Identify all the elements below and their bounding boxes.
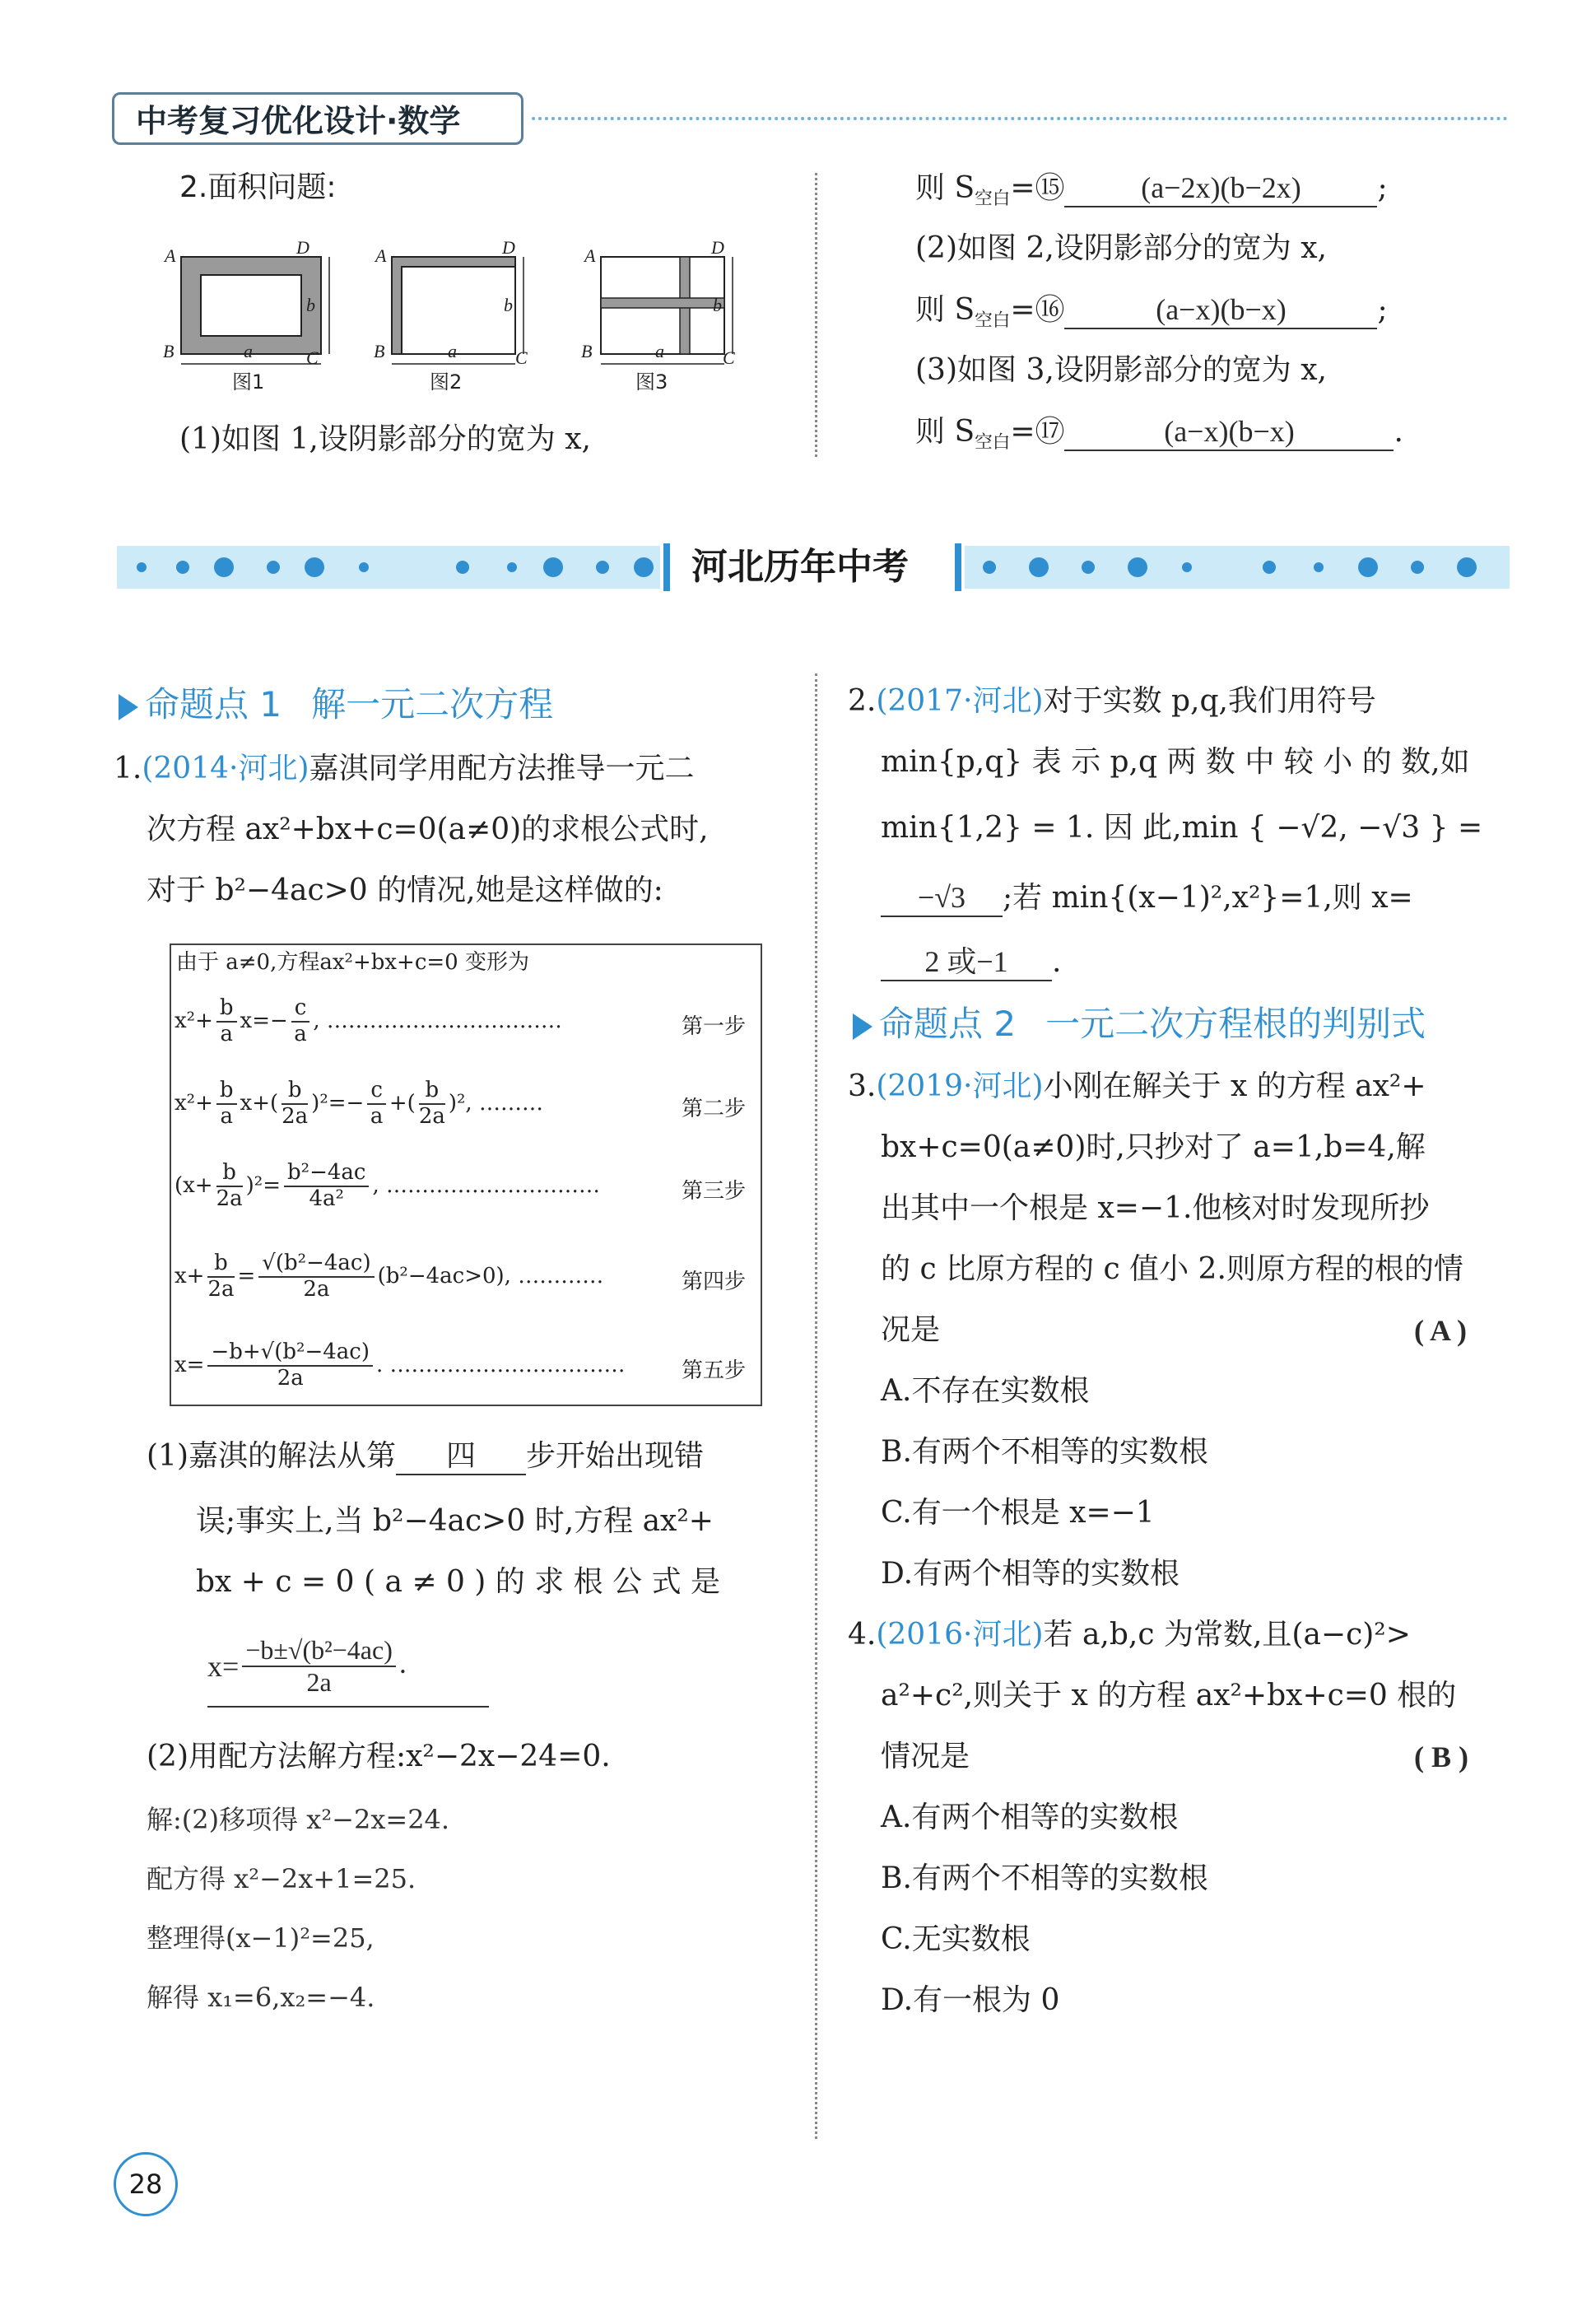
banner-bar-left — [663, 543, 670, 591]
banner-title: 河北历年中考 — [691, 546, 909, 588]
fig3-caption: 图3 — [635, 370, 668, 394]
q4-line3: 情况是 — [881, 1740, 970, 1773]
q1-part2: (2)用配方法解方程:x²−2x−24=0. — [147, 1740, 611, 1773]
fig2-label-height: b — [504, 295, 513, 315]
q2-answer-1: −√3 — [881, 879, 1003, 917]
step4-equation: x+ $\frac{b}{2a}$ = $\frac{\text{√(b²−4ac)}}{2a}$ (b²−4ac>0), ………… — [174, 1251, 604, 1302]
step1-equation: x²+ $\frac{b}{a}$ x=− $\frac{c}{a}$ , …………………………… — [174, 995, 562, 1046]
q2-line1: 2.(2017·河北)对于实数 p,q,我们用符号 — [848, 684, 1376, 718]
q4-option-d: D.有一根为 0 — [881, 1983, 1060, 2017]
q4-option-a: A.有两个相等的实数根 — [881, 1801, 1179, 1834]
q4-option-b: B.有两个不相等的实数根 — [881, 1861, 1208, 1895]
q1-solution-line1: 解:(2)移项得 x²−2x=24. — [147, 1804, 450, 1835]
q3-line3: 出其中一个根是 x=−1.他核对时发现所抄 — [881, 1191, 1430, 1225]
area-r2: 则 $S_{空白}=⑯$ (a−x)(b−x) ; — [915, 293, 1388, 332]
q1-solution-line2: 配方得 x²−2x+1=25. — [147, 1863, 416, 1894]
q1-part1-answer: 四 — [396, 1437, 526, 1475]
q3-option-c: C.有一个根是 x=−1 — [881, 1496, 1155, 1530]
step1-label: 第一步 — [682, 1014, 747, 1039]
area-r1-answer: (a−2x)(b−2x) — [1064, 170, 1377, 207]
fig2-label-d: D — [502, 237, 515, 258]
column-separator-bottom — [815, 673, 817, 2139]
header-dotted-rule — [532, 117, 1508, 120]
q2-line2: min{p,q} 表 示 p,q 两 数 中 较 小 的 数,如 — [881, 745, 1470, 779]
fig1-inner-blank — [201, 275, 301, 336]
area-heading: 2.面积问题: — [179, 170, 337, 204]
fig3-label-width: a — [655, 341, 664, 361]
q1-line3: 对于 b²−4ac>0 的情况,她是这样做的: — [147, 874, 663, 907]
q3-option-d: D.有两个相等的实数根 — [881, 1557, 1180, 1591]
banner-bar-right — [955, 543, 961, 591]
fig2-label-a: A — [375, 245, 387, 266]
area-r1: 则 $S_{空白}=⑮$ (a−2x)(b−2x) ; — [915, 171, 1388, 210]
q4-line1: 4.(2016·河北)若 a,b,c 为常数,且(a−c)²> — [848, 1618, 1411, 1652]
step5-label: 第五步 — [682, 1358, 747, 1383]
box-intro: 由于 a≠0,方程ax²+bx+c=0 变形为 — [176, 950, 529, 975]
fig3-label-c: C — [723, 347, 735, 368]
q1-derivation-box — [170, 944, 762, 1406]
section-1-triangle-icon — [119, 694, 138, 720]
q1-part1-line2: 误;事实上,当 b²−4ac>0 时,方程 ax²+ — [196, 1504, 714, 1538]
step2-equation: x²+ $\frac{b}{a}$ x+( $\frac{b}{2a}$ )²=− $\frac{c}{a}$ +( $\frac{b}{2a}$ )², ……… — [174, 1078, 543, 1129]
q1-solution-line4: 解得 x₁=6,x₂=−4. — [147, 1982, 375, 2013]
area-r3-answer: (a−x)(b−x) — [1064, 413, 1394, 451]
fig1-label-width: a — [244, 341, 253, 361]
section-1-heading: 命题点 1 解一元二次方程 — [119, 683, 553, 726]
fig1-label-b: B — [163, 341, 174, 361]
step3-label: 第三步 — [682, 1179, 747, 1204]
section-2-heading: 命题点 2 一元二次方程根的判别式 — [853, 1003, 1426, 1046]
fig3-label-height: b — [713, 295, 722, 315]
area-q1-text: (1)如图 1,设阴影部分的宽为 x, — [179, 422, 591, 456]
q3-option-a: A.不存在实数根 — [881, 1374, 1090, 1408]
fig1-label-a: A — [165, 245, 176, 266]
q1-part1-line3: bx + c = 0 ( a ≠ 0 ) 的 求 根 公 式 是 — [196, 1565, 721, 1599]
step2-label: 第二步 — [682, 1097, 747, 1121]
fig2-caption: 图2 — [430, 370, 463, 394]
area-q2-text: (2)如图 2,设阴影部分的宽为 x, — [915, 231, 1327, 265]
q4-answer: ( B ) — [1414, 1740, 1468, 1773]
area-figures — [153, 232, 754, 397]
step5-equation: x= $\frac{\text{−b+√(b²−4ac)}}{2a}$ . …………………………… — [174, 1340, 626, 1391]
q2-line4: −√3 ;若 min{(x−1)²,x²}=1,则 x= — [881, 879, 1413, 917]
q4-line2: a²+c²,则关于 x 的方程 ax²+bx+c=0 根的 — [881, 1679, 1457, 1712]
q1-line1: 1.(2014·河北)嘉淇同学用配方法推导一元二 — [114, 752, 695, 785]
fig3-horizontal-strip — [601, 298, 724, 308]
fig2-label-c: C — [515, 347, 528, 368]
q2-answer-2: 2 或−1 — [881, 944, 1052, 981]
fig2-label-b: B — [374, 341, 385, 361]
fig2-blank — [402, 267, 515, 354]
q3-line1: 3.(2019·河北)小刚在解关于 x 的方程 ax²+ — [848, 1069, 1426, 1103]
q1-part1-line1: (1)嘉淇的解法从第 四 步开始出现错 — [147, 1437, 704, 1475]
fig3-label-a: A — [584, 245, 596, 266]
fig1-label-c: C — [306, 347, 319, 368]
column-separator-top — [815, 173, 817, 457]
q1-line2: 次方程 ax²+bx+c=0(a≠0)的求根公式时, — [147, 813, 709, 846]
q3-line4: 的 c 比原方程的 c 值小 2.则原方程的根的情 — [881, 1252, 1463, 1286]
area-r3: 则 $S_{空白}=⑰$ (a−x)(b−x) . — [915, 415, 1403, 454]
q3-line2: bx+c=0(a≠0)时,只抄对了 a=1,b=4,解 — [881, 1130, 1426, 1164]
section-2-triangle-icon — [853, 1013, 872, 1040]
area-q3-text: (3)如图 3,设阴影部分的宽为 x, — [915, 353, 1327, 387]
q3-answer: ( A ) — [1414, 1314, 1468, 1347]
area-r2-answer: (a−x)(b−x) — [1064, 291, 1377, 329]
step3-equation: (x+ $\frac{b}{2a}$ )²= $\frac{\text{b²−4ac}}{\text{4a²}}$ , ………………………… — [174, 1160, 600, 1211]
q3-line5: 况是 — [881, 1313, 941, 1347]
q3-option-b: B.有两个不相等的实数根 — [881, 1435, 1208, 1469]
fig3-label-b: B — [581, 341, 593, 361]
page-header-title: 中考复习优化设计·数学 — [112, 92, 523, 145]
fig1-caption: 图1 — [232, 370, 265, 394]
page-number: 28 — [114, 2152, 178, 2216]
fig2-label-width: a — [448, 341, 457, 361]
q1-solution-line3: 整理得(x−1)²=25, — [147, 1922, 375, 1954]
q4-option-c: C.无实数根 — [881, 1922, 1031, 1956]
q2-line3: min{1,2} = 1. 因 此,min { −√2, −√3 } = — [881, 811, 1483, 845]
q1-part1-formula: x= $\frac{\text{−b±√(b²−4ac)}}{2a}$ . — [207, 1635, 489, 1708]
step4-label: 第四步 — [682, 1270, 747, 1294]
fig1-label-d: D — [296, 237, 309, 258]
fig3-label-d: D — [711, 237, 724, 258]
fig1-label-height: b — [306, 295, 315, 315]
q2-line5: 2 或−1 . — [881, 944, 1061, 981]
